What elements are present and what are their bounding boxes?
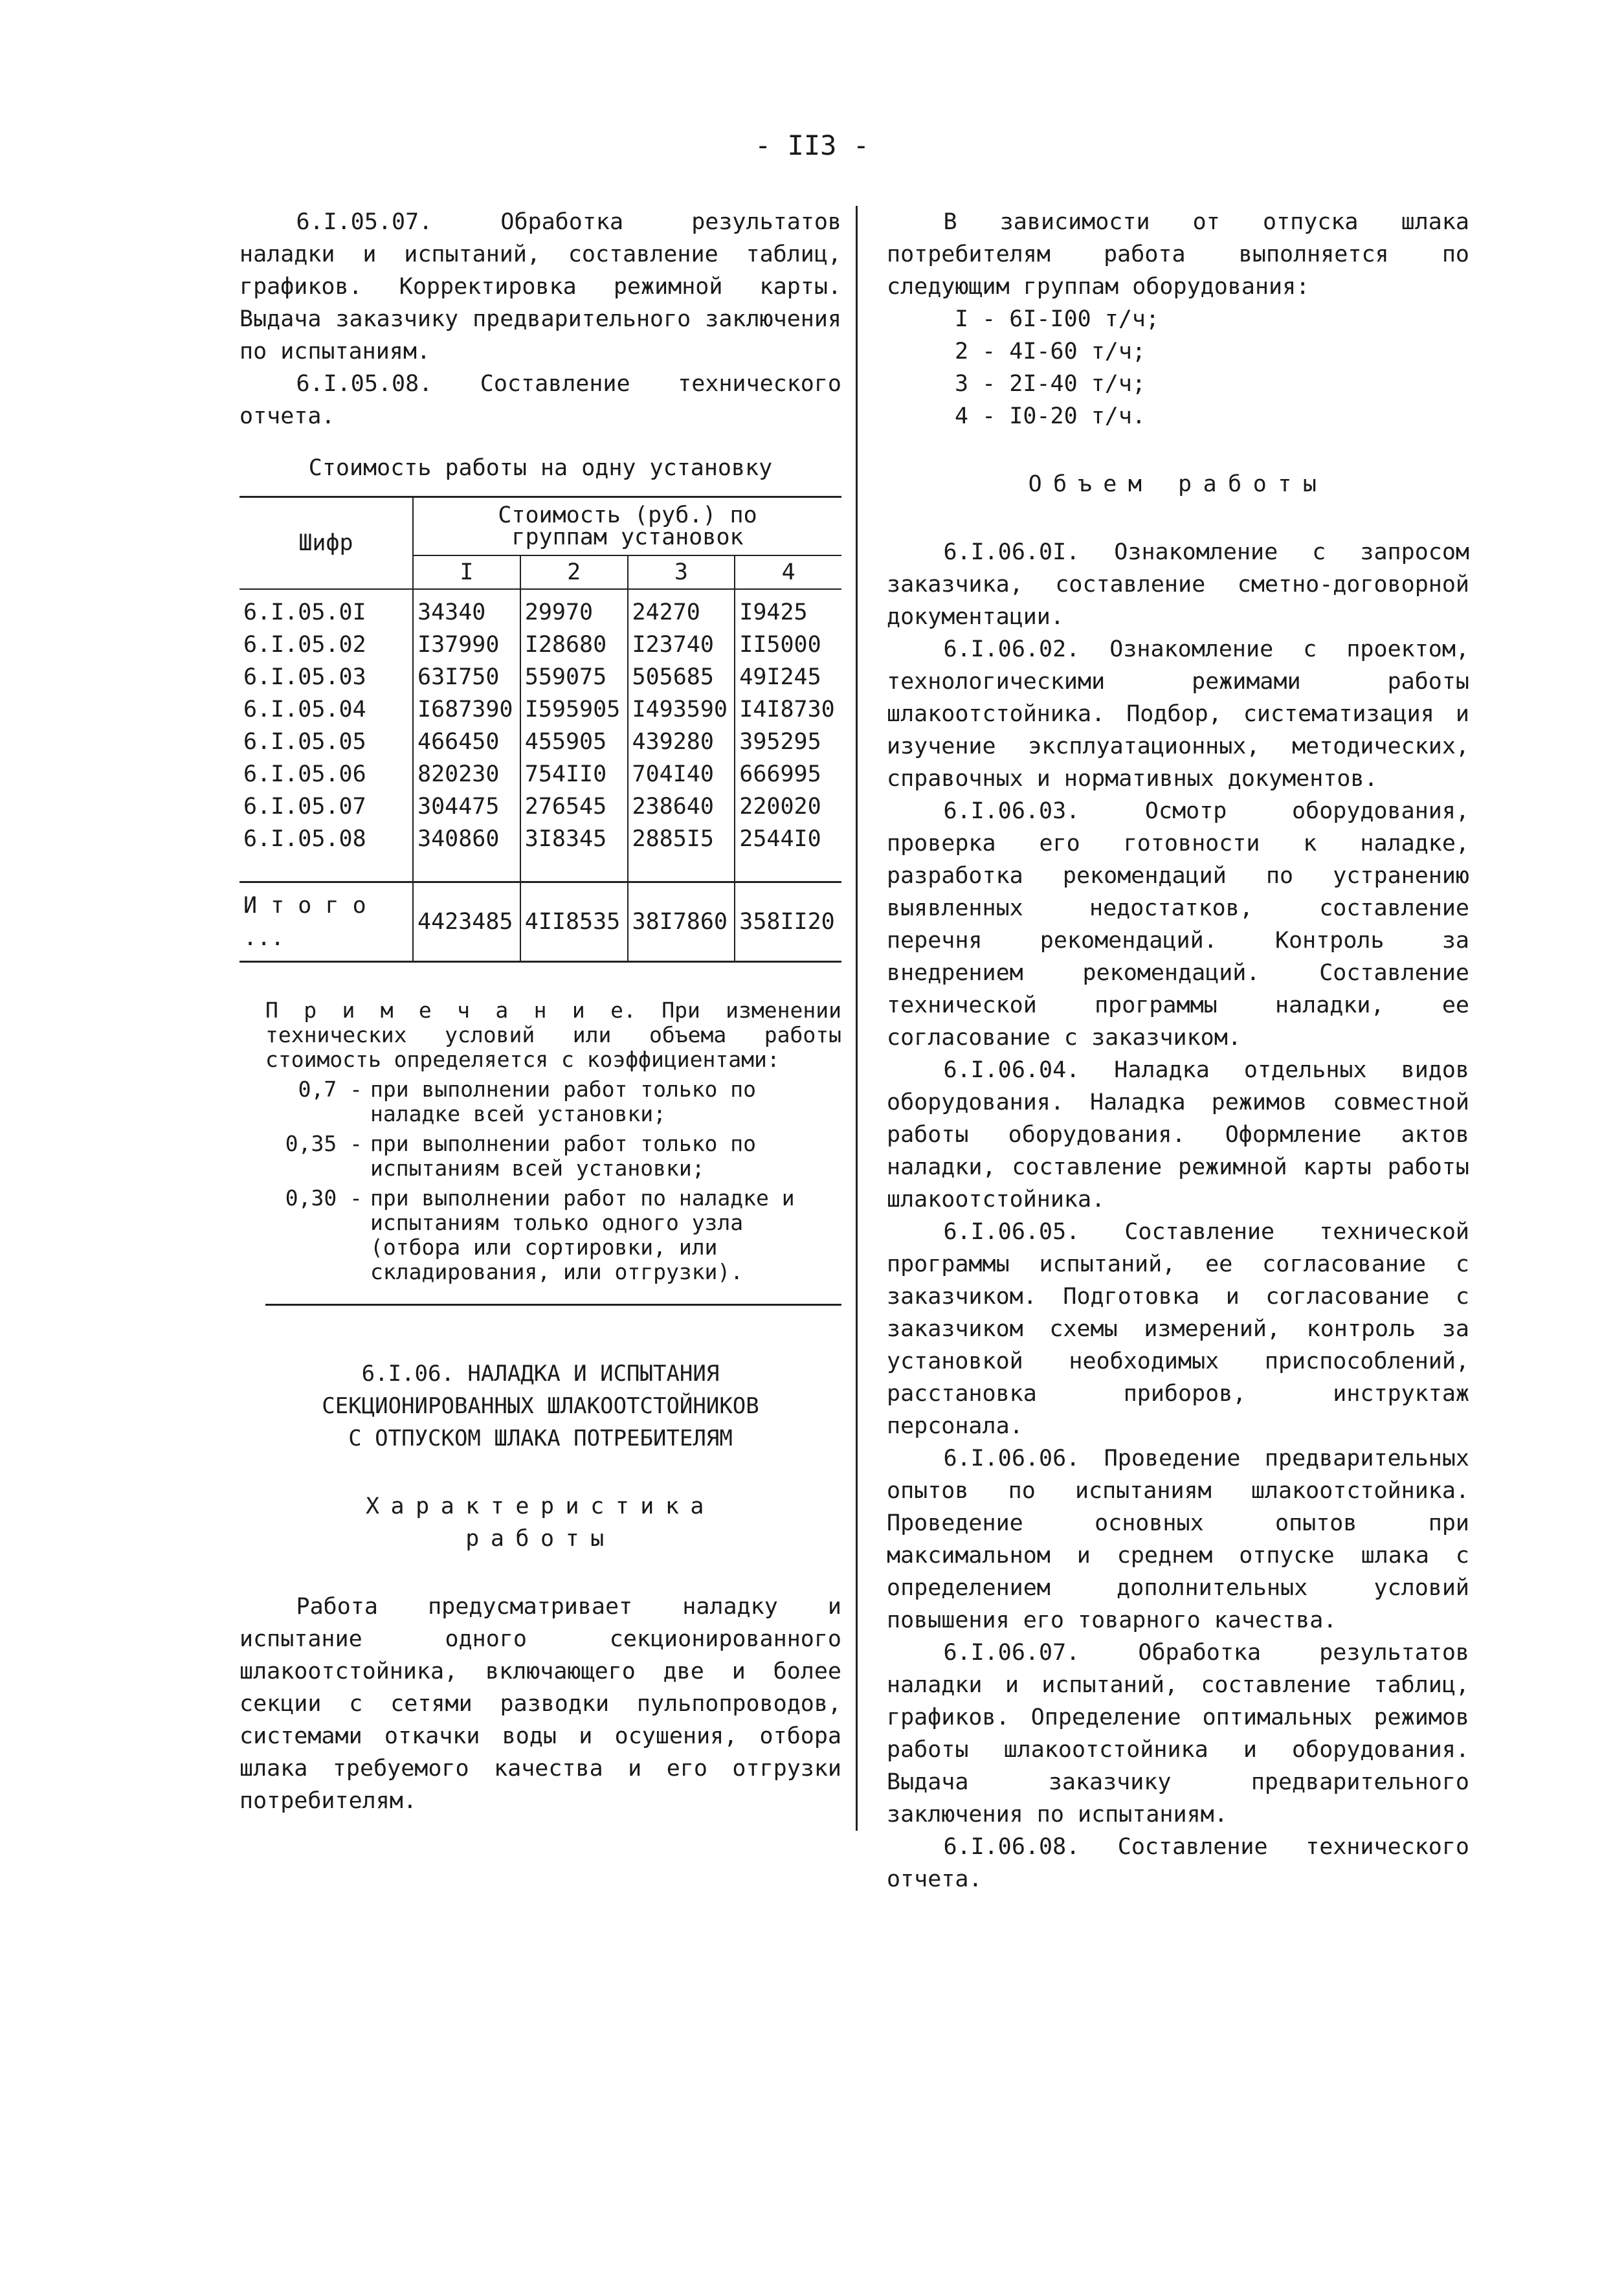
row-value: 2544I0 [739, 826, 821, 852]
row-value: 304475 [413, 790, 520, 823]
note-item [265, 1077, 841, 1126]
section-title-line: СЕКЦИОНИРОВАННЫХ ШЛАКООТСТОЙНИКОВ [322, 1393, 759, 1419]
scope-item: 6.I.06.02. Ознакомление с проектом, технологическими режимами работы шлакоотстойника. Подбор, систематизация и изучение эксплуатационных, методических, справочных и нормативных документов. [887, 636, 1469, 792]
row-value: 2885I5 [628, 823, 735, 882]
row-value: 395295 [739, 729, 821, 755]
table-title: Стоимость работы на одну установку [308, 455, 773, 481]
row-code: 6.I.05.04 [239, 693, 413, 726]
row-value: 820230 [413, 758, 520, 790]
table-row [239, 823, 841, 882]
paragraph-6-1-05-08: 6.I.05.08. Составление технического отчета. [239, 371, 841, 429]
row-value: I493590 [628, 693, 735, 726]
table-header-group: I [413, 555, 520, 589]
row-value: 666995 [739, 761, 821, 787]
group-item: 2 - 4I-60 т/ч; [955, 339, 1146, 364]
groups-intro: В зависимости от отпуска шлака потребителям работа выполняется по следующим группам оборудования: [887, 209, 1469, 300]
row-value: 466450 [413, 726, 520, 758]
note-text: при выполнении работ только по испытаниям всей установки; [370, 1131, 757, 1181]
row-code: 6.I.05.06 [239, 758, 413, 790]
row-code: 6.I.05.08 [239, 823, 413, 882]
right-column [887, 206, 1469, 1895]
row-value: I28680 [520, 629, 628, 661]
row-value: 238640 [628, 790, 735, 823]
row-value: I4I8730 [739, 697, 835, 722]
row-value: 63I750 [413, 661, 520, 693]
section-title-line: С ОТПУСКОМ ШЛАКА ПОТРЕБИТЕЛЯМ [348, 1425, 733, 1451]
section-title-line: 6.I.06. НАЛАДКА И ИСПЫТАНИЯ [361, 1361, 720, 1387]
row-value: I9425 [739, 599, 808, 625]
group-item: 4 - I0-20 т/ч. [955, 403, 1146, 429]
row-value: 754II0 [520, 758, 628, 790]
table-row [239, 661, 841, 693]
scope-item: 6.I.06.04. Наладка отдельных видов оборудования. Наладка режимов совместной работы оборудования. Оформление актов наладки, составление режимной карты работы шлакоотстойника. [887, 1057, 1469, 1213]
row-code: 6.I.05.07 [239, 790, 413, 823]
note-coefficient: 0,7 - [298, 1077, 362, 1102]
row-value: I37990 [413, 629, 520, 661]
table-header-group: 4 [735, 555, 841, 589]
note-text: при выполнении работ только по наладке всей установки; [370, 1077, 757, 1126]
row-value: 276545 [520, 790, 628, 823]
paragraph-6-1-05-07: 6.I.05.07. Обработка результатов наладки и испытаний, составление таблиц, графиков. Корректировка режимной карты. Выдача заказчику предварительного заключения по испытаниям. [239, 209, 841, 364]
scope-item: 6.I.06.0I. Ознакомление с запросом заказчика, составление сметно-договорной документации. [887, 539, 1469, 630]
table-row [239, 758, 841, 790]
row-value: 455905 [520, 726, 628, 758]
table-header-code: Шифр [239, 497, 413, 590]
row-value: 704I40 [628, 758, 735, 790]
row-code: 6.I.05.02 [239, 629, 413, 661]
row-value: 3I8345 [520, 823, 628, 882]
column-divider [856, 206, 858, 1831]
note-coefficient: 0,30 - [285, 1185, 362, 1211]
row-value: 24270 [628, 589, 735, 629]
total-value: 358II20 [735, 882, 841, 962]
row-value: I687390 [413, 693, 520, 726]
scope-item: 6.I.06.03. Осмотр оборудования, проверка его готовности к наладке, разработка рекомендаций по устранению выявленных недостатков, составление перечня рекомендаций. Контроль за внедрением рекомендаций. Составление технической программы наладки, ее согласование с заказчиком. [887, 798, 1469, 1051]
table-header-group: 2 [520, 555, 628, 589]
scope-item: 6.I.06.08. Составление технического отчета. [887, 1834, 1469, 1892]
row-code: 6.I.05.05 [239, 726, 413, 758]
note-coefficient: 0,35 - [285, 1131, 362, 1156]
section-title [239, 1358, 841, 1455]
table-total-row [239, 882, 841, 962]
scope-item: 6.I.06.06. Проведение предварительных опытов по испытаниям шлакоотстойника. Проведение основных опытов при максимальном и среднем отпуске шлака с определением дополнительных условий повышения его товарного качества. [887, 1446, 1469, 1633]
row-value: 340860 [413, 823, 520, 882]
row-value: 439280 [628, 726, 735, 758]
total-value: 4423485 [413, 882, 520, 962]
characteristic-text: Работа предусматривает наладку и испытание одного секционированного шлакоотстойника, включающего две и более секции с сетями разводки пульпопроводов, системами откачки воды и осушения, отбора шлака требуемого качества и его отгрузки потребителям. [239, 1594, 841, 1814]
note-item [265, 1132, 841, 1181]
note [239, 998, 841, 1306]
page-number: - II3 - [754, 129, 869, 161]
group-item: 3 - 2I-40 т/ч; [955, 371, 1146, 397]
table-row [239, 629, 841, 661]
total-value: 4II8535 [520, 882, 628, 962]
total-label: И т о г о ... [239, 882, 413, 962]
table-row [239, 726, 841, 758]
note-item [265, 1186, 841, 1284]
table-row [239, 693, 841, 726]
row-value: 505685 [628, 661, 735, 693]
table-header-cost: Стоимость (руб.) по группам установок [413, 497, 841, 556]
row-value: II5000 [739, 632, 821, 658]
row-value: 559075 [520, 661, 628, 693]
row-value: 220020 [739, 794, 821, 820]
scope-item: 6.I.06.05. Составление технической программы испытаний, ее согласование с заказчиком. Подготовка и согласование с заказчиком схемы измерений, контроль за установкой необходимых приспособлений, расстановка приборов, инструктаж персонала. [887, 1219, 1469, 1439]
row-code: 6.I.05.0I [239, 589, 413, 629]
characteristic-heading-2: работы [465, 1526, 616, 1552]
table-header-group: 3 [628, 555, 735, 589]
row-value: 34340 [413, 589, 520, 629]
row-code: 6.I.05.03 [239, 661, 413, 693]
row-value: I595905 [520, 693, 628, 726]
row-value: I23740 [628, 629, 735, 661]
note-text: при выполнении работ по наладке и испытаниям только одного узла (отбора или сортировки, или складирования, или отгрузки). [370, 1185, 795, 1284]
row-value: 29970 [520, 589, 628, 629]
cost-table [239, 496, 841, 963]
characteristic-heading: Характеристика [365, 1493, 715, 1519]
left-column [239, 206, 841, 1817]
row-value: 49I245 [739, 664, 821, 690]
group-item: I - 6I-I00 т/ч; [955, 306, 1160, 332]
note-intro: П р и м е ч а н и е. При изменении технических условий или объема работы стоимость определяется с коэффициентами: [265, 998, 841, 1072]
table-row [239, 790, 841, 823]
scope-item: 6.I.06.07. Обработка результатов наладки и испытаний, составление таблиц, графиков. Определение оптимальных режимов работы шлакоотстойника и оборудования. Выдача заказчику предварительного заключения по испытаниям. [887, 1640, 1469, 1827]
total-value: 38I7860 [628, 882, 735, 962]
scope-heading: Объем работы [1028, 471, 1328, 497]
table-row [239, 589, 841, 629]
